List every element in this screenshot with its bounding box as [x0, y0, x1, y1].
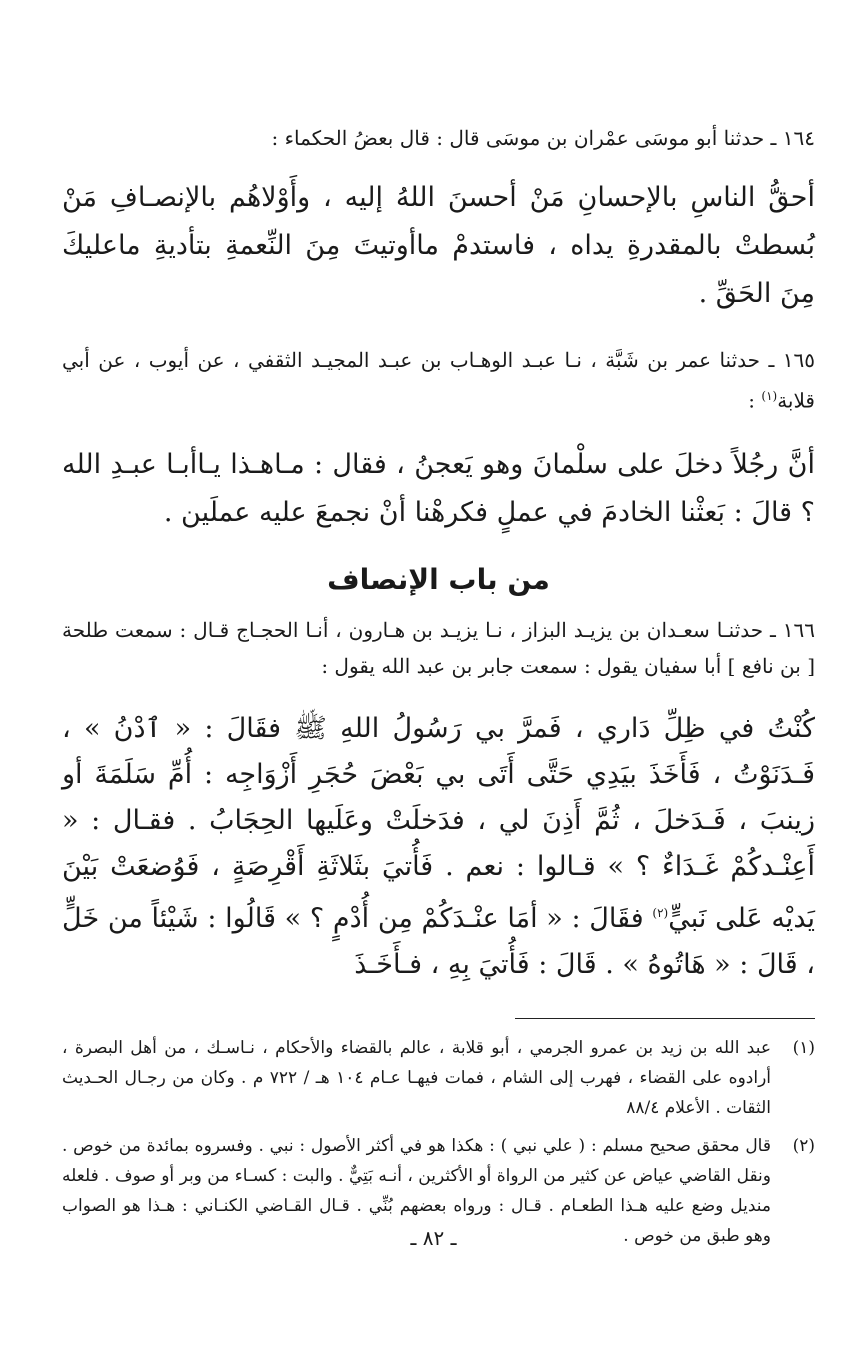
footnote-1-text: عبد الله بن زيد بن عمرو الجرمي ، أبو قلابة ، عالم بالقضاء والأحكام ، نـاسـك ، من أهل البصرة ، أرادوه على القضاء ، فهرب إلى الشام ، فمات فيهـا عـام ١٠٤ هـ / ٧٢٢ م . وكان من رجـال الحـديث الثقات . الأعلام ٨٨/٤: [62, 1037, 772, 1118]
hadith-164-text: أحقُّ الناسِ بالإحسانِ مَنْ أحسنَ اللهُ إليه ، وأَوْلاهُم بالإنصـافِ مَنْ بُسطتْ بالمقدرةِ يداه ، فاستدمْ ماأوتيتَ مِنَ النِّعمةِ بتأديةِ ماعليكَ مِنَ الحَقِّ .: [62, 182, 815, 309]
hadith-165-intro: [62, 342, 815, 419]
footnote-separator-holder: [62, 1018, 815, 1019]
hadith-164-intro: ١٦٤ ـ حدثنا أبو موسَى عمْران بن موسَى قال : قال بعضُ الحكماء :: [271, 126, 815, 150]
footnote-2-text: قال محقق صحيح مسلم : ( علي نبي ) : هكذا هو في أكثر الأصول : نبي . وفسروه بمائدة من خوص . ونقل القاضي عياض عن كثير من الرواة أو الأكثرين ، أنـه بَتِيٌّ . والبت : كسـاء من وبر أو صوف . فلعله منديل وضع عليه هـذا الطعـام . قـال : ورواه بعضهم بُنِّي . قـال القـاضي الكنـاني : هـذا هو الصواب وهو طبق من خوص .: [62, 1135, 771, 1246]
hadith-166-text-part1: كُنْتُ في ظِلِّ دَاري ، فَمرَّ بي رَسُولُ اللهِ ﷺ فقَالَ : « ٱدْنُ » ، فَـدَنَوْتُ ، فَأَخَذَ بيَدِي حَتَّى أَتَى بي بَعْضَ حُجَرِ أَزْوَاجِه : أُمِّ سَلَمَةَ أو زينبَ ، فَـدَخلَ ، ثُمَّ أَذِنَ لي ، فدَخلَتْ وعَلَيها الحِجَابُ . فقـال : « أَعِنْـدكُمْ غَـدَاءٌ ؟ » قـالوا : نعم . فَأُتيَ بثَلاثَةِ أَقْرِصَةٍ ، فَوُضعَتْ بَيْنَ يَديْه عَلى نَبيٍّ: [62, 712, 815, 934]
footnote-1-number: (١): [792, 1037, 815, 1058]
footnote-ref-2[interactable]: (٢): [652, 905, 669, 920]
hadith-166-text-part2: فقَالَ : « أمَا عنْـدَكُمْ مِن أُدْمٍ ؟ » قَالُوا : شَيْئاً من خَلٍّ ، قَالَ : « هَاتُوهُ » . قَالَ : فَأُتيَ بِهِ ، فـأَخَـذَ: [62, 902, 815, 980]
footnote-2-number: (٢): [792, 1135, 815, 1156]
footnotes: [62, 1033, 815, 1251]
section-heading: من باب الإنصاف: [327, 562, 550, 596]
footnote-separator: [515, 1018, 815, 1019]
hadith-165-intro-end: :: [748, 388, 762, 413]
hadith-165-intro-text: ١٦٥ ـ حدثنا عمر بن شَبَّة ، نـا عبـد الوهـاب بن عبـد المجيـد الثقفي ، عن أيوب ، عن أبي قلابة: [62, 348, 815, 413]
hadith-165-text: أنَّ رجُلاً دخلَ على سلْمانَ وهو يَعجنُ ، فقال : مـاهـذا يـاأبـا عبـدِ الله ؟ قالَ : بَعثْنا الخادمَ في عملٍ فكرهْنا أنْ نجمعَ عليه عملَين .: [62, 448, 815, 528]
hadith-166-text: [62, 706, 815, 988]
hadith-166-intro: ١٦٦ ـ حدثنـا سعـدان بن يزيـد البزاز ، نـا يزيـد بن هـارون ، أنـا الحجـاج قـال : سمعت طلحة [ بن نافع ] أبا سفيان يقول : سمعت جابر بن عبد الله يقول :: [62, 617, 815, 678]
page-number: ـ ٨٢ ـ: [410, 1226, 457, 1250]
footnote-ref-1[interactable]: (١): [761, 389, 778, 403]
footnote-1: [62, 1033, 815, 1123]
